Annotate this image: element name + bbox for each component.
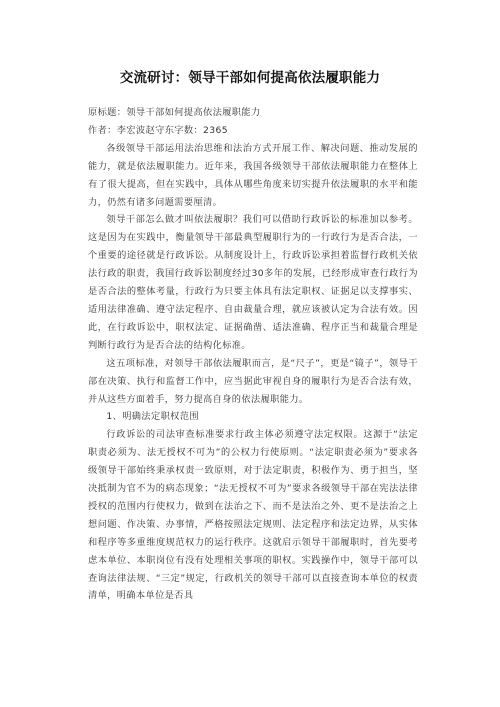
meta-author-wordcount: 作者：李宏波赵守东字数：2365 (88, 124, 229, 136)
paragraph-3: 这五项标准，对领导干部依法履职而言，是“尺子”，更是“镜子”，领导干部在决策、执行和监督工作中，应当据此审视自身的履职行为是否合法有效，并从这些方面着手，努力提高自身的依法履职能力。 (88, 357, 418, 405)
paragraph-1: 各级领导干部运用法治思维和法治方式开展工作、解决问题、推动发展的能力，就是依法履职能力。近年来，我国各级领导干部依法履职能力在整体上有了很大提高，但在实践中，具体从哪些角度来切实提升依法履职的水平和能力，仍然有诸多问题需要厘清。 (88, 142, 418, 208)
paragraph-4: 行政诉讼的司法审查标准要求行政主体必须遵守法定权限。这源于“法定职责必须为、法无授权不可为”的公权力行使原则。“法定职责必须为”要求各级领导干部始终秉承权责一致原则，对于法定职责，积极作为、勇于担当，坚决抵制为官不为的病态现象；“法无授权不可为”要求各级领导干部在宪法法律授权的范围内行使权力，做到在法治之下、而不是法治之外、更不是法治之上想问题、作决策、办事情，严格按照法定规则、法定程序和法定边界，从实体和程序等多重维度规范权力的运行秩序。这就启示领导干部履职时，首先要考虑本单位、本职岗位有没有处理相关事项的职权。实践操作中，领导干部可以查询法律法规、“三定”规定，行政机关的领导干部可以直接查询本单位的权责清单，明确本单位是否具 (88, 429, 418, 602)
section-heading-1: 1、明确法定职权范围 (106, 411, 199, 423)
meta-original-title: 原标题：领导干部如何提高依法履职能力 (88, 107, 261, 118)
document-title: 交流研讨：领导干部如何提高依法履职能力 (119, 70, 381, 86)
document-body (88, 104, 418, 605)
paragraph-2: 领导干部怎么做才叫依法履职？我们可以借助行政诉讼的标准加以参考。这是因为在实践中，衡量领导干部最典型履职行为的一行政行为是否合法，一个重要的途径就是行政诉讼。从制度设计上，行政诉讼承担着监督行政机关依法行政的职责，我国行政诉讼制度经过30多年的发展，已经形成审查行政行为是否合法的整体考量，行政行为只要主体具有法定职权、证据足以支撑事实、适用法律准确、遵守法定程序、自由裁量合理，就应该被认定为合法有效。因此，在行政诉讼中，职权法定、证据确凿、适法准确、程序正当和裁量合理是判断行政行为是否合法的结构化标准。 (88, 214, 418, 351)
